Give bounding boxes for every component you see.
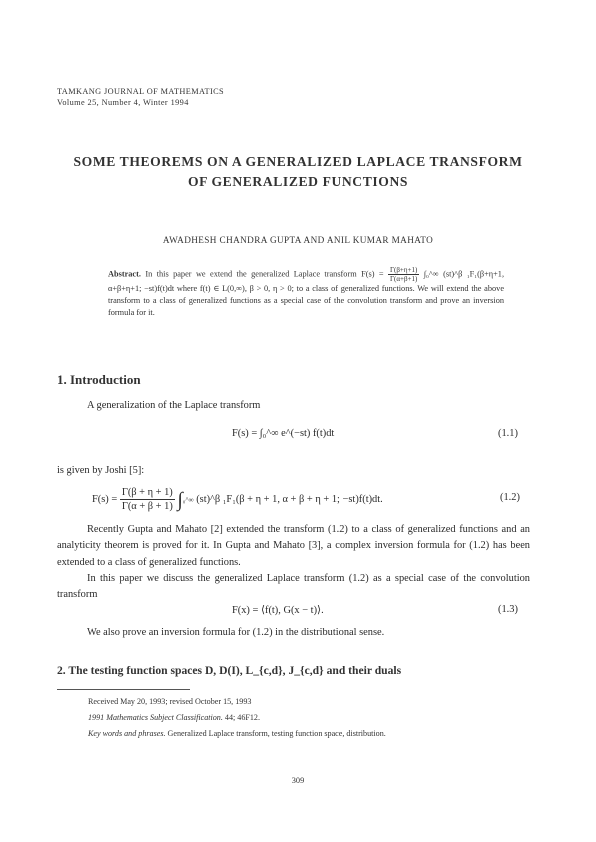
title-line-2: OF GENERALIZED FUNCTIONS	[187, 174, 409, 189]
equation-1-3-number: (1.3)	[498, 604, 518, 615]
footnote-rule	[57, 689, 190, 690]
journal-name: TAMKANG JOURNAL OF MATHEMATICS	[57, 87, 225, 96]
abstract-text-2: ∫₀^∞ (st)^β ₁F₁(β+η+1, α+β+η+1; −st)f(t)dt where f(t) ∈ L(0,∞),	[108, 269, 505, 293]
paragraph-5: We also prove an inversion formula for (1.2) in the distributional sense.	[87, 627, 385, 638]
paper-title	[30, 152, 566, 192]
abstract-label: Abstract.	[108, 269, 141, 279]
abstract-frac-num: Γ(β+η+1)	[389, 266, 418, 274]
journal-header	[57, 86, 224, 108]
msc-label: 1991 Mathematics Subject Classification.	[88, 713, 223, 722]
equation-1-1: F(s) = ∫₀^∞ e^(−st) f(t)dt	[232, 428, 335, 439]
abstract	[108, 266, 504, 320]
abstract-frac-den: Γ(α+β+1)	[389, 275, 418, 283]
eq2-frac-num: Γ(β + η + 1)	[121, 487, 173, 498]
abstract-fraction	[388, 266, 419, 283]
abstract-text-1: In this paper we extend the generalized Laplace transform F(s) =	[145, 269, 384, 279]
equation-1-3: F(x) = ⟨f(t), G(x − t)⟩.	[232, 605, 324, 616]
paragraph-3: Recently Gupta and Mahato [2] extended the transform (1.2) to a class of generalized functions and an analyticity theorem is proved for it. In Gupta and Mahato [3], a complex inversion formula for (1.2) has been extended to a class of generalized functions.	[57, 524, 530, 568]
integral-sign-icon: ∫	[177, 488, 183, 511]
footnote-received: Received May 20, 1993; revised October 15, 1993	[88, 697, 252, 706]
eq2-fraction	[120, 486, 175, 513]
keywords-label: Key words and phrases.	[88, 729, 166, 738]
title-line-1: SOME THEOREMS ON A GENERALIZED LAPLACE TRANSFORM	[73, 154, 523, 169]
section-2-heading: 2. The testing function spaces D, D(I), L_{c,d}, J_{c,d} and their duals	[57, 664, 402, 677]
paragraph-2: is given by Joshi [5]:	[57, 465, 145, 476]
eq2-frac-den: Γ(α + β + 1)	[121, 501, 173, 512]
authors: AWADHESH CHANDRA GUPTA AND ANIL KUMAR MAHATO	[162, 235, 434, 245]
footnote-msc	[88, 710, 260, 726]
section-1-heading: 1. Introduction	[57, 372, 141, 387]
eq2-rhs: (st)^β ₁F₁(β + η + 1, α + β + η + 1; −st)f(t)dt.	[196, 493, 383, 505]
journal-volume: Volume 25, Number 4, Winter 1994	[57, 98, 189, 107]
msc-value: 44; 46F12.	[224, 713, 261, 722]
paragraph-1: A generalization of the Laplace transform	[87, 400, 261, 411]
equation-1-1-number: (1.1)	[498, 428, 518, 439]
page-number: 309	[291, 776, 305, 785]
abstract-text-3: β > 0, η > 0; to a class of generalized functions. We will extend the above transform to a class of generalized functions as a special case of the convolution transform and prove an inversion formula for it.	[108, 284, 504, 318]
eq2-lhs: F(s) =	[92, 493, 118, 505]
footnote-keywords	[88, 726, 386, 742]
integral-limits-icon: ₀^∞	[182, 495, 194, 504]
paragraph-4: In this paper we discuss the generalized Laplace transform (1.2) as a special case of the convolution transform	[57, 573, 530, 601]
keywords-value: Generalized Laplace transform, testing function space, distribution.	[167, 729, 386, 738]
equation-1-2	[92, 486, 383, 513]
equation-1-2-number: (1.2)	[500, 492, 520, 503]
